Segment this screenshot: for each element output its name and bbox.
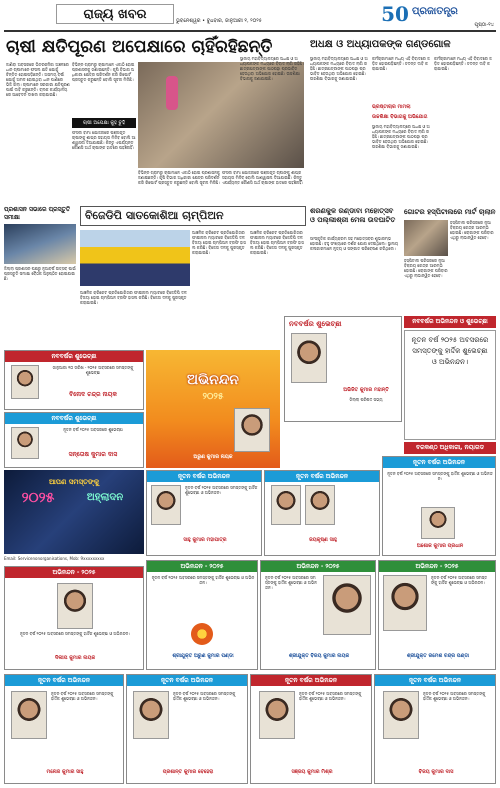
- section-title-box: [56, 4, 174, 24]
- ad4-title: ନବବର୍ଷର ଶୁଭେଚ୍ଛା: [289, 320, 342, 328]
- row3-card-1: [146, 560, 258, 670]
- wish-text: ନୂତନ ବର୍ଷ ୨୦୨୫ ଅବସରରେ ସମସ୍ତଙ୍କୁ ହାର୍ଦ୍ଦିକ ଶୁଭେଚ୍ଛା ଓ ଅଭିନନ୍ଦନ।: [411, 336, 489, 366]
- footer-email: Email: Servicenonorganisations, Mob: 9xxxxxxxxx: [4, 556, 105, 561]
- row3-card-2-body: ନୂତନ ବର୍ଷ ୨୦୨୫ ଅବସରରେ ସମସ୍ତଙ୍କୁ ହାର୍ଦ୍ଦିକ ଶୁଭେଚ୍ଛା ଓ ଅଭିନନ୍ଦନ।: [265, 575, 317, 590]
- ad2-body: ନୂତନ ବର୍ଷ ୨୦୨୫ ଅବସରରେ ଶୁଭେଚ୍ଛା: [63, 427, 123, 432]
- ad1-name: ବିନୋଦ ଚନ୍ଦ୍ର ନାୟକ: [69, 391, 117, 398]
- lead-col5: ଫସଲ ବୀମା ଯୋଜନାରେ ପଞ୍ଜୀକୃତ ଚାଷୀଙ୍କୁ ଶୀଘ୍ର ସହାୟତା ମିଳିବ ବୋଲି ଆଶ୍ୱାସନା ଦିଆଯାଇଛି। କିନ୍ତୁ ଏପର୍ଯ୍ୟନ୍ତ କୌଣସି ଅର୍ଥ ଚାଷୀଙ୍କ ହାତରେ ପହଞ୍ଚିନାହିଁ।: [222, 170, 304, 185]
- festival-headline: ଶରଣକୁଳ ରଣ୍ଡାବା ମହୋତ୍ସବ ଓ ପଲ୍ଲୀଶ୍ରୀ ମେଳା ଉଦଘାଟିତ: [310, 206, 396, 224]
- side-body-2: ସ୍ଥାନୀୟ ମହାବିଦ୍ୟାଳୟରେ ଅଧକ୍ଷ ଓ ଅଧ୍ୟାପକଙ୍କ ମଧ୍ୟରେ ବିବାଦ ଲାଗି ରହିଛି। ଛାତ୍ରଛାତ୍ରୀଙ୍କ ପାଠପଢ଼ା ପ୍ରଭାବିତ ହେଉଥିବା ଅଭିଯୋଗ ହୋଇଛି। ଉଚ୍ଚଶିକ୍ଷା ବିଭାଗକୁ ଜଣାଯାଇଛି।: [310, 56, 368, 81]
- ad-greeting-1: [4, 350, 144, 410]
- market-body-2: ହସ୍ପିଟାଲ ପରିସରରେ ନୂଆ ବିକ୍ରୟ କେନ୍ଦ୍ର ଆରମ୍ଭ ହୋଇଛି। ରୋଗୀଙ୍କ ପରିବାର ଏଥିରୁ ଲାଭାନ୍ୱିତ ହେବେ।: [404, 258, 448, 278]
- ad6-year: ୨୦୨୫: [21, 490, 55, 506]
- lead-col1: ଜାଣିବା ଅବସରରେ ଭିତରକନିକା ଅଞ୍ଚଳରେ ଧାନ ଚାଷୀମାନେ ଫସଲ କ୍ଷତି ଯୋଗୁଁ ଚିନ୍ତିତ ହୋଇପଡ଼ିଛନ୍ତି। ଅସମୟ ବର୍ଷା ଯୋଗୁଁ ଅମଳ ହୋଇଥିବା ଧାନ ପାଣିରେ ଭିଜି ଗଲା। ଚାଷୀମାନେ ସରକାରୀ କ୍ଷତିପୂରଣ ପାଇଁ ଦାବି କରୁଛନ୍ତି। ବ୍ଲକ କାର୍ଯ୍ୟାଳୟରେ ଆବେଦନ ଦାଖଲ କରାଯାଇଛି।: [6, 62, 70, 97]
- brief-body: ଜିଲ୍ଲା ପ୍ରଶାସନ ପକ୍ଷରୁ ନୂଆବର୍ଷ ଉତ୍ସବ ପାଇଁ ପ୍ରସ୍ତୁତି ସମୀକ୍ଷା ବୈଠକ ଅନୁଷ୍ଠିତ ହୋଇଯାଇଛି।: [4, 266, 76, 281]
- market-headline: ଗୋଟର ହସ୍ପିଟାଲରେ ମାର୍ଟ ଚାଲାନ: [404, 207, 496, 216]
- masthead: [0, 0, 500, 34]
- ad6-name: ଅହ୍ଲାଦନ: [86, 492, 124, 503]
- row2-card-3: [382, 456, 496, 556]
- row3-card-2-name: ଶ୍ରୀଯୁକ୍ତ ବିଜୟ କୁମାର ନାୟକ: [288, 653, 350, 659]
- row3-card-1-name: ଶ୍ରୀଯୁକ୍ତ ଅରୁଣ କୁମାର ପଣ୍ଡା: [172, 653, 234, 659]
- row3-card-2-portrait: [323, 575, 371, 635]
- row3-card-1-head: ଅଭିନନ୍ଦନ - ୨୦୨୫: [147, 561, 257, 572]
- lead-headline: ଚାଷୀ କ୍ଷତିପୂରଣ ଅପେକ୍ଷାରେ ଚାହିଁରହିଛନ୍ତି: [6, 37, 273, 57]
- row2-card-1-head: ନୂତନ ବର୍ଷର ଅଭିନନ୍ଦନ: [147, 471, 261, 482]
- ad-greeting-2: [4, 412, 144, 468]
- lead-col3: ଫସଲ ବୀମା ଯୋଜନାରେ ପଞ୍ଜୀକୃତ ଚାଷୀଙ୍କୁ ଶୀଘ୍ର ସହାୟତା ମିଳିବ ବୋଲି ଆଶ୍ୱାସନା ଦିଆଯାଇଛି। କିନ୍ତୁ ଏପର୍ଯ୍ୟନ୍ତ କୌଣସି ଅର୍ଥ ଚାଷୀଙ୍କ ହାତରେ ପହଞ୍ଚିନାହିଁ।: [72, 130, 136, 150]
- ad4-portrait: [291, 333, 327, 383]
- row5-card-3-portrait: [259, 691, 295, 739]
- row2-card-2-portrait: [271, 485, 301, 525]
- row2-card-1-name: ସାହୁ କୁମାର ମହାପାତ୍ର: [183, 537, 227, 543]
- ad3-title: ଅଭିନନ୍ଦନ: [187, 372, 239, 388]
- ad1-title: ନବବର୍ଷର ଶୁଭେଚ୍ଛା: [5, 351, 143, 362]
- masthead-rule: [4, 30, 496, 32]
- sports-body-2: ଆଞ୍ଚଳିକ କ୍ରିକେଟ ପ୍ରତିଯୋଗିତାର ଫାଇନାଲ ମ୍ୟାଚରେ ବିଜେଡିପି ଦଳ ବିଜୟୀ ହୋଇ ଚାମ୍ପିଅନ ଟ୍ରଫି ହାସଲ କରିଛି। ବିଜେତା ଦଳକୁ ପୁରସ୍କୃତ କରାଯାଇଛି।: [250, 230, 304, 255]
- side-body-3: କର୍ମଚାରୀମାନେ ମଧ୍ୟ ଏହି ବିବାଦରେ ଜଡ଼ିତ ହୋଇପଡ଼ିଛନ୍ତି। ତଦନ୍ତ ଦାବି କରାଯାଇଛି।: [372, 56, 430, 71]
- greeting-bar-right: ନବବର୍ଷର ଅଭିନନ୍ଦନ ଓ ଶୁଭେଚ୍ଛା: [404, 316, 496, 328]
- brand-logo: ପ୍ରଜାତନ୍ତ୍ର: [412, 6, 458, 17]
- row5-card-4-body: ନୂତନ ବର୍ଷ ୨୦୨୫ ଅବସରରେ ସମସ୍ତଙ୍କୁ ହାର୍ଦ୍ଦିକ ଶୁଭେଚ୍ଛା ଓ ଅଭିନନ୍ଦନ।: [423, 691, 486, 701]
- row4-card-1-name: ଦିଲୀପ କୁମାର ନାୟକ: [54, 655, 96, 661]
- row2-card-2-portrait-b: [305, 485, 335, 525]
- row2-card-3-body: ନୂତନ ବର୍ଷ ୨୦୨୫ ଅବସରରେ ସମସ୍ତଙ୍କୁ ହାର୍ଦ୍ଦିକ ଶୁଭେଚ୍ଛା ଓ ଅଭିନନ୍ଦନ।: [387, 471, 493, 481]
- row2-card-3-name: ଅଶୋକ କୁମାର ପ୍ରଧାନ: [416, 543, 464, 549]
- row3-card-2-head: ଅଭିନନ୍ଦନ - ୨୦୨୫: [261, 561, 375, 572]
- sports-team-photo: [80, 230, 190, 286]
- row2-card-1-portrait: [151, 485, 181, 525]
- side-headline: ଅଧକ୍ଷ ଓ ଅଧ୍ୟାପକଙ୍କ ଗଣ୍ଡଗୋଳ: [310, 39, 451, 50]
- row4-card-1-portrait: [57, 583, 93, 629]
- row5-card-1-portrait: [11, 691, 47, 739]
- row5-card-3-head: ନୂତନ ବର୍ଷର ଅଭିନନ୍ଦନ: [251, 675, 371, 686]
- row2-card-1-body: ନୂତନ ବର୍ଷ ୨୦୨୫ ଅବସରରେ ସମସ୍ତଙ୍କୁ ହାର୍ଦ୍ଦିକ ଶୁଭେଚ୍ଛା ଓ ଅଭିନନ୍ଦନ।: [185, 485, 258, 495]
- row5-card-3: [250, 674, 372, 784]
- row2-card-2-head: ନୂତନ ବର୍ଷର ଅଭିନନ୍ଦନ: [265, 471, 379, 482]
- market-photo: [404, 220, 448, 256]
- anniversary-badge: 50: [381, 2, 409, 26]
- ad3-year: ୨୦୨୫: [202, 392, 224, 402]
- row5-card-4: [374, 674, 496, 784]
- row3-card-1-body: ନୂତନ ବର୍ଷ ୨୦୨୫ ଅବସରରେ ସମସ୍ତଙ୍କୁ ହାର୍ଦ୍ଦିକ ଶୁଭେଚ୍ଛା ଓ ଅଭିନନ୍ଦନ।: [151, 575, 255, 585]
- sports-body-3: ଆଞ୍ଚଳିକ କ୍ରିକେଟ ପ୍ରତିଯୋଗିତାର ଫାଇନାଲ ମ୍ୟାଚରେ ବିଜେଡିପି ଦଳ ବିଜୟୀ ହୋଇ ଚାମ୍ପିଅନ ଟ୍ରଫି ହାସଲ କରିଛି। ବିଜେତା ଦଳକୁ ପୁରସ୍କୃତ କରାଯାଇଛି।: [80, 290, 187, 305]
- row4-card-1: [4, 566, 144, 670]
- row5-card-4-head: ନୂତନ ବର୍ଷର ଅଭିନନ୍ଦନ: [375, 675, 495, 686]
- row2-card-2-name: ଜୟକୃଷ୍ଣ ସାହୁ: [309, 537, 337, 543]
- row2-card-2: [264, 470, 380, 556]
- ad-greeting-4: [284, 316, 402, 422]
- ad1-portrait: [11, 365, 39, 399]
- row2-card-1: [146, 470, 262, 556]
- row5-card-4-name: ବିଜୟ କୁମାର ଦାସ: [418, 769, 454, 775]
- row3-card-3-name: ଶ୍ରୀଯୁକ୍ତ ରମେଶ ଚନ୍ଦ୍ର ପଣ୍ଡା: [406, 653, 470, 659]
- ad4-name: ଅଭିଜିତ କୁମାର ମହାନ୍ତି: [343, 387, 389, 393]
- ad1-body: ଜାନୁଆରୀ ୧୦ ତାରିଖ - ୨୦୨୫ ଅବସରରେ ସମସ୍ତଙ୍କୁ ଶୁଭେଚ୍ଛା: [52, 365, 134, 375]
- ad6-title: ଆପଣ ସମସ୍ତଙ୍କୁ: [48, 478, 100, 486]
- row3-card-2: [260, 560, 376, 670]
- row5-card-3-name: ସଞ୍ଜୟ କୁମାର ମିଶ୍ର: [291, 769, 333, 775]
- lead-col4: ବିଭିନ୍ନ ଗ୍ରାମରୁ ଚାଷୀମାନେ ଏକାଠି ହୋଇ ପ୍ରଶାସନକୁ ଜଣାଇଛନ୍ତି। କୃଷି ବିଭାଗ ଅଧିକାରୀ କ୍ଷେତ୍ର ପରିଦର୍ଶନ କରି ରିପୋର୍ଟ ପ୍ରସ୍ତୁତ କରୁଛନ୍ତି ବୋଲି ସୂଚନା ମିଳିଛି।: [138, 170, 220, 185]
- sports-body-1: ଆଞ୍ଚଳିକ କ୍ରିକେଟ ପ୍ରତିଯୋଗିତାର ଫାଇନାଲ ମ୍ୟାଚରେ ବିଜେଡିପି ଦଳ ବିଜୟୀ ହୋଇ ଚାମ୍ପିଅନ ଟ୍ରଫି ହାସଲ କରିଛି। ବିଜେତା ଦଳକୁ ପୁରସ୍କୃତ କରାଯାଇଛି।: [192, 230, 246, 255]
- side-body-1: ସ୍ଥାନୀୟ ମହାବିଦ୍ୟାଳୟରେ ଅଧକ୍ଷ ଓ ଅଧ୍ୟାପକଙ୍କ ମଧ୍ୟରେ ବିବାଦ ଲାଗି ରହିଛି। ଛାତ୍ରଛାତ୍ରୀଙ୍କ ପାଠପଢ଼ା ପ୍ରଭାବିତ ହେଉଥିବା ଅଭିଯୋଗ ହୋଇଛି। ଉଚ୍ଚଶିକ୍ଷା ବିଭାଗକୁ ଜଣାଯାଇଛି।: [240, 56, 304, 81]
- row2-card-3-portrait: [421, 507, 455, 539]
- ad-neon: [4, 470, 144, 554]
- page-number: ପୃଷ୍ଠା-୧୪: [474, 22, 494, 28]
- market-body: ହସ୍ପିଟାଲ ପରିସରରେ ନୂଆ ବିକ୍ରୟ କେନ୍ଦ୍ର ଆରମ୍ଭ ହୋଇଛି। ରୋଗୀଙ୍କ ପରିବାର ଏଥିରୁ ଲାଭାନ୍ୱିତ ହେବେ।: [450, 220, 494, 240]
- row4-card-1-head: ଅଭିନନ୍ଦନ - ୨୦୨୫: [5, 567, 143, 578]
- side-body-4: ସ୍ଥାନୀୟ ମହାବିଦ୍ୟାଳୟରେ ଅଧକ୍ଷ ଓ ଅଧ୍ୟାପକଙ୍କ ମଧ୍ୟରେ ବିବାଦ ଲାଗି ରହିଛି। ଛାତ୍ରଛାତ୍ରୀଙ୍କ ପାଠପଢ଼ା ପ୍ରଭାବିତ ହେଉଥିବା ଅଭିଯୋଗ ହୋଇଛି। ଉଚ୍ଚଶିକ୍ଷା ବିଭାଗକୁ ଜଣାଯାଇଛି।: [372, 124, 430, 149]
- brief-headline: ପ୍ରଶାସନ ସଭାରେ ପ୍ରସ୍ତୁତି ସମୀକ୍ଷା: [4, 206, 71, 221]
- festival-body: ସାଂସ୍କୃତିକ କାର୍ଯ୍ୟକ୍ରମ ସହ ମହୋତ୍ସବର ଶୁଭାରମ୍ଭ ହୋଇଛି। ବହୁ ସଂଖ୍ୟାରେ ଦର୍ଶକ ଯୋଗ ଦେଇଥିଲେ। ସ୍ଥାନୀୟ କଳାକାରମାନେ ନୃତ୍ୟ ଓ ସଙ୍ଗୀତ ପରିବେଷଣ କରିଥିଲେ।: [310, 236, 399, 251]
- row5-card-4-portrait: [383, 691, 419, 739]
- ad3-name: ଅରୁଣ କୁମାର ନାୟକ: [193, 454, 233, 460]
- ad2-title: ନବବର୍ଷର ଶୁଭେଚ୍ଛା: [5, 413, 143, 424]
- row5-card-2: [126, 674, 248, 784]
- row5-card-2-head: ନୂତନ ବର୍ଷର ଅଭିନନ୍ଦନ: [127, 675, 247, 686]
- ad3-portrait: [234, 408, 270, 452]
- row4-card-1-body: ନୂତନ ବର୍ଷ ୨୦୨୫ ଅବସରରେ ସମସ୍ତଙ୍କୁ ହାର୍ଦ୍ଦିକ ଶୁଭେଚ୍ଛା ଓ ଅଭିନନ୍ଦନ।: [19, 631, 131, 636]
- row5-card-1-name: ମନୋଜ କୁମାର ସାହୁ: [46, 769, 84, 775]
- row3-card-3-body: ନୂତନ ବର୍ଷ ୨୦୨୫ ଅବସରରେ ସମସ୍ତଙ୍କୁ ହାର୍ଦ୍ଦିକ ଶୁଭେଚ୍ଛା ଓ ଅଭିନନ୍ଦନ।: [431, 575, 488, 585]
- row3-card-3-portrait: [383, 575, 427, 631]
- lead-col2: ବିଭିନ୍ନ ଗ୍ରାମରୁ ଚାଷୀମାନେ ଏକାଠି ହୋଇ ପ୍ରଶାସନକୁ ଜଣାଇଛନ୍ତି। କୃଷି ବିଭାଗ ଅଧିକାରୀ କ୍ଷେତ୍ର ପରିଦର୍ଶନ କରି ରିପୋର୍ଟ ପ୍ରସ୍ତୁତ କରୁଛନ୍ତି ବୋଲି ସୂଚନା ମିଳିଛି।: [72, 62, 135, 82]
- ad4-role: ଜିଲ୍ଲା ପରିଷଦ ସଭ୍ୟ: [349, 397, 383, 402]
- row3-card-3: [378, 560, 496, 670]
- wish-box: [404, 330, 496, 440]
- sports-headline: ବିଜେଡିପି ସାତକୋଶିଆ ଚାମ୍ପିଅନ: [80, 206, 306, 226]
- ad2-portrait: [11, 427, 39, 459]
- lead-subhead: ଚାଷୀ ଅପେକ୍ଷା କୁହ ଚୁହି: [72, 118, 136, 128]
- row5-card-1-head: ନୂତନ ବର୍ଷର ଅଭିନନ୍ଦନ: [5, 675, 123, 686]
- row5-card-3-body: ନୂତନ ବର୍ଷ ୨୦୨୫ ଅବସରରେ ସମସ୍ତଙ୍କୁ ହାର୍ଦ୍ଦିକ ଶୁଭେଚ୍ଛା ଓ ଅଭିନନ୍ଦନ।: [299, 691, 362, 701]
- section-title: ରାଜ୍ୟ ଖବର: [83, 7, 147, 22]
- row5-card-1-body: ନୂତନ ବର୍ଷ ୨୦୨୫ ଅବସରରେ ସମସ୍ତଙ୍କୁ ହାର୍ଦ୍ଦିକ ଶୁଭେଚ୍ଛା ଓ ଅଭିନନ୍ଦନ।: [51, 691, 114, 701]
- date-line: ଭୁବନେଶ୍ୱର • ବୁଧବାର, ଜାନୁଆରୀ ୧, ୨୦୨୫: [176, 18, 262, 24]
- row5-card-1: [4, 674, 124, 784]
- side-tag-1: ଭ୍ରଷ୍ଟାଚାର ମାମଲା: [372, 104, 411, 110]
- brief-box: [4, 206, 76, 346]
- ad-festive-orange: [146, 350, 280, 468]
- row5-card-2-portrait: [133, 691, 169, 739]
- side-body-5: କର୍ମଚାରୀମାନେ ମଧ୍ୟ ଏହି ବିବାଦରେ ଜଡ଼ିତ ହୋଇପଡ଼ିଛନ୍ତି। ତଦନ୍ତ ଦାବି କରାଯାଇଛି।: [434, 56, 492, 71]
- side-tag-2: ଉଚ୍ଚଶିକ୍ଷା ବିଭାଗକୁ ଅଭିଯୋଗ: [372, 114, 428, 120]
- ad5-bar: ବରକଣ୍ଠ ଅଧିକାରୀ, ନୟାଗଡ: [404, 442, 496, 454]
- row5-card-2-name: ପ୍ରଶାନ୍ତ କୁମାର ବେହେରା: [162, 769, 214, 775]
- row3-card-3-head: ଅଭିନନ୍ଦନ - ୨୦୨୫: [379, 561, 495, 572]
- row2-card-3-head: ନୂତନ ବର୍ଷର ଅଭିନନ୍ଦନ: [383, 457, 495, 468]
- row5-card-2-body: ନୂତନ ବର୍ଷ ୨୦୨୫ ଅବସରରେ ସମସ୍ତଙ୍କୁ ହାର୍ଦ୍ଦିକ ଶୁଭେଚ୍ଛା ଓ ଅଭିନନ୍ଦନ।: [173, 691, 236, 701]
- row3-card-1-flower: [191, 623, 213, 645]
- brief-photo: [4, 224, 76, 264]
- farmer-figure: [166, 76, 178, 110]
- ad2-name: ସନ୍ତୋଷ କୁମାର ଦାସ: [68, 451, 118, 458]
